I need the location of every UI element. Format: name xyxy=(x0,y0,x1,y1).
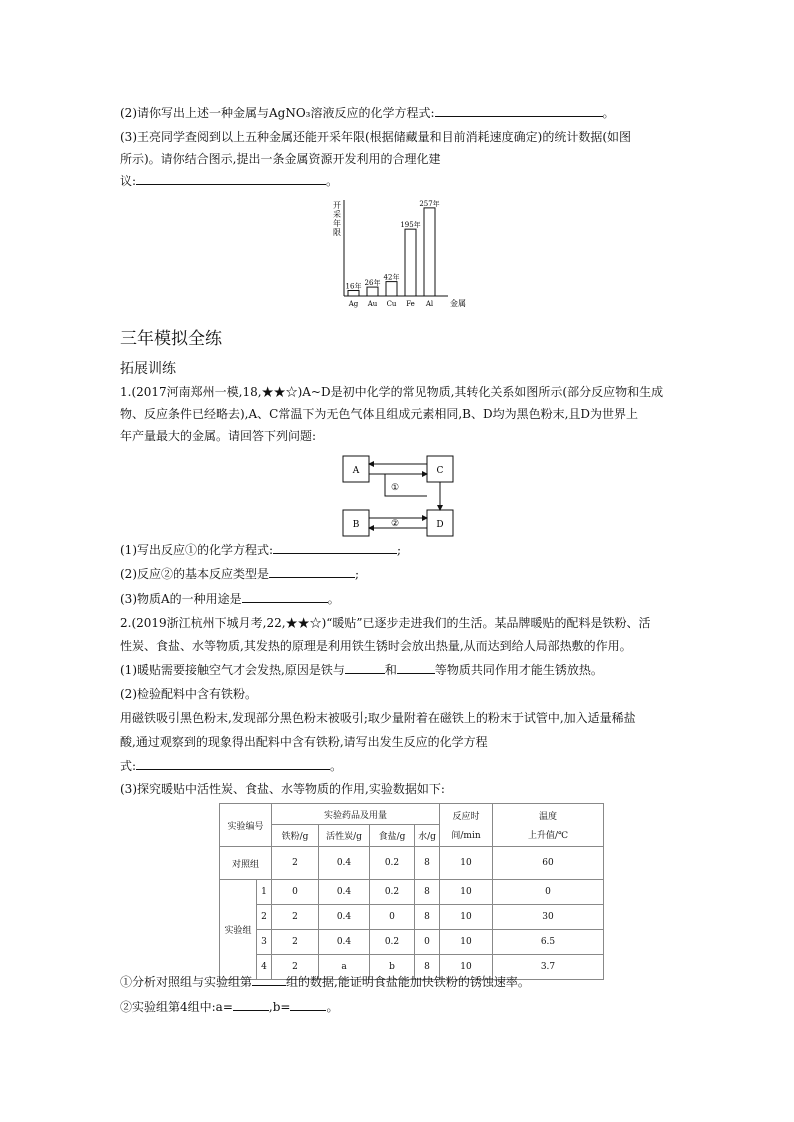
cell: 0 xyxy=(415,930,440,955)
question-text: 和 xyxy=(384,663,397,677)
question-text: 等物质共同作用才能生锈放热。 xyxy=(434,663,603,677)
cell: 0 xyxy=(493,880,604,905)
cell: 2 xyxy=(272,847,319,880)
header-carbon: 活性炭/g xyxy=(319,825,370,847)
answer-blank xyxy=(242,590,328,603)
punctuation: 。 xyxy=(326,174,339,188)
answer-blank xyxy=(345,661,385,674)
cell: 10 xyxy=(440,930,493,955)
bar-al xyxy=(424,208,435,296)
subsection-title: 拓展训练 xyxy=(120,361,176,377)
y-label-char: 开 xyxy=(333,201,341,210)
table-row xyxy=(220,880,604,905)
header-time xyxy=(440,804,493,847)
problem-1-line-2: 物、反应条件已经略去),A、C常温下为无色气体且组成元素相同,B、D均为黑色粉末,且D为世界上 xyxy=(120,407,639,421)
cell: 8 xyxy=(415,847,440,880)
conversion-diagram xyxy=(335,450,465,542)
cell: 10 xyxy=(440,847,493,880)
cell: 1 xyxy=(257,880,272,905)
answer-blank xyxy=(397,661,435,674)
cell: 0.4 xyxy=(319,847,370,880)
answer-blank xyxy=(136,757,330,770)
data-label-au: 26年 xyxy=(364,279,381,288)
bar-au xyxy=(367,287,378,296)
question-text: 组的数据,能证明食盐能加快铁粉的锈蚀速率。 xyxy=(286,975,530,989)
cell: 10 xyxy=(440,905,493,930)
cell: 0.2 xyxy=(370,847,415,880)
cell: 0.4 xyxy=(319,905,370,930)
question-3-line-1: (3)王亮同学查阅到以上五种金属还能开采年限(根据储藏量和目前消耗速度确定)的统计数据(如图 xyxy=(120,130,632,144)
cell: 60 xyxy=(493,847,604,880)
problem-1-q3 xyxy=(120,590,340,608)
y-label-char: 限 xyxy=(333,228,341,237)
cell: 10 xyxy=(440,955,493,980)
problem-2-q3-1 xyxy=(120,973,530,991)
cell: 0 xyxy=(370,905,415,930)
question-text: (1)暖贴需要接触空气才会发热,原因是铁与 xyxy=(120,663,345,677)
box-c-label: C xyxy=(436,466,444,476)
y-label-char: 年 xyxy=(333,219,341,228)
cell: 0 xyxy=(272,880,319,905)
mining-years-bar-chart xyxy=(330,192,480,310)
answer-blank xyxy=(435,104,603,117)
cell: 10 xyxy=(440,880,493,905)
question-text: (3)物质A的一种用途是 xyxy=(120,592,242,606)
problem-2-q3: (3)探究暖贴中活性炭、食盐、水等物质的作用,实验数据如下: xyxy=(120,782,445,796)
tick-label-cu: Cu xyxy=(386,300,397,308)
y-axis-label xyxy=(333,201,341,237)
tick-label-al: Al xyxy=(425,300,434,308)
table-row xyxy=(220,930,604,955)
cell: a xyxy=(319,955,370,980)
punctuation: 。 xyxy=(327,592,340,606)
problem-1-q2 xyxy=(120,565,359,583)
header-experiment-id: 实验编号 xyxy=(220,804,272,847)
question-text: ②实验组第4组中:a= xyxy=(120,1000,233,1014)
problem-2-line-1: 2.(2019浙江杭州下城月考,22,★★☆)“暖贴”已逐步走进我们的生活。某品牌暖贴的配料是铁粉、活 xyxy=(120,616,651,630)
question-2-line xyxy=(120,104,615,122)
question-3-text: 议: xyxy=(120,174,137,188)
table-row xyxy=(220,905,604,930)
question-3-line-3 xyxy=(120,172,338,190)
data-label-cu: 42年 xyxy=(383,273,400,282)
answer-blank xyxy=(252,973,286,986)
problem-2-line-2: 性炭、食盐、水等物质,其发热的原理是利用铁生锈时会放出热量,从而达到给人局部热敷的作用。 xyxy=(120,639,632,653)
problem-1-q1 xyxy=(120,541,401,559)
cell: 2 xyxy=(272,905,319,930)
punctuation: ; xyxy=(397,543,402,557)
problem-2-q3-2 xyxy=(120,998,338,1016)
group-label: 实验组 xyxy=(220,880,257,980)
question-text: (1)写出反应①的化学方程式: xyxy=(120,543,274,557)
cell: 2 xyxy=(272,955,319,980)
box-b-label: B xyxy=(352,520,360,530)
problem-1-line-3: 年产量最大的金属。请回答下列问题: xyxy=(120,429,317,443)
header-temperature xyxy=(493,804,604,847)
problem-2-q2-line-2: 酸,通过观察到的现象得出配料中含有铁粉,请写出发生反应的化学方程 xyxy=(120,735,488,749)
cell: 0.2 xyxy=(370,880,415,905)
question-2-text: (2)请你写出上述一种金属与AgNO₃溶液反应的化学方程式: xyxy=(120,106,435,120)
tick-label-au: Au xyxy=(367,300,378,308)
cell: 8 xyxy=(415,905,440,930)
box-a-label: A xyxy=(352,466,360,476)
header-time-line-1: 反应时 xyxy=(452,812,480,822)
control-label: 对照组 xyxy=(220,847,272,880)
header-reagents: 实验药品及用量 xyxy=(272,804,440,825)
header-temp-line-2: 上升值/℃ xyxy=(527,831,569,841)
cell: 8 xyxy=(415,955,440,980)
table-row xyxy=(220,847,604,880)
answer-blank xyxy=(269,565,355,578)
bar-fe xyxy=(405,229,416,296)
answer-blank xyxy=(273,541,397,554)
problem-2-q2-line-3 xyxy=(120,757,342,775)
answer-blank xyxy=(136,172,326,185)
y-label-char: 采 xyxy=(333,210,341,219)
cell: 3.7 xyxy=(493,955,604,980)
box-d-label: D xyxy=(436,520,444,530)
reaction-2-label: ② xyxy=(390,519,400,529)
cell: 30 xyxy=(493,905,604,930)
x-axis-label: 金属 xyxy=(450,299,466,308)
tick-label-ag: Ag xyxy=(348,300,359,308)
problem-2-q2: (2)检验配料中含有铁粉。 xyxy=(120,687,257,701)
cell: 4 xyxy=(257,955,272,980)
question-text: ①分析对照组与实验组第 xyxy=(120,975,253,989)
header-iron: 铁粉/g xyxy=(272,825,319,847)
punctuation: 。 xyxy=(330,759,343,773)
header-salt: 食盐/g xyxy=(370,825,415,847)
section-title: 三年模拟全练 xyxy=(120,329,222,349)
experiment-table xyxy=(219,803,604,980)
cell: b xyxy=(370,955,415,980)
question-text: ,b= xyxy=(268,1000,291,1014)
question-text: 式: xyxy=(120,759,137,773)
cell: 8 xyxy=(415,880,440,905)
data-label-fe: 195年 xyxy=(400,221,421,230)
bar-cu xyxy=(386,282,397,296)
cell: 3 xyxy=(257,930,272,955)
answer-blank xyxy=(290,998,326,1011)
cell: 0.4 xyxy=(319,930,370,955)
punctuation: 。 xyxy=(326,1000,339,1014)
question-text: (2)反应②的基本反应类型是 xyxy=(120,567,269,581)
header-water: 水/g xyxy=(415,825,440,847)
reaction-1-label: ① xyxy=(390,483,400,493)
punctuation: ; xyxy=(355,567,360,581)
answer-blank xyxy=(233,998,269,1011)
question-3-line-2: 所示)。请你结合图示,提出一条金属资源开发利用的合理化建 xyxy=(120,152,441,166)
cell: 2 xyxy=(257,905,272,930)
header-time-line-2: 间/min xyxy=(451,831,481,841)
cell: 6.5 xyxy=(493,930,604,955)
data-label-al: 257年 xyxy=(419,199,440,208)
punctuation: 。 xyxy=(602,106,615,120)
header-temp-line-1: 温度 xyxy=(538,812,557,822)
problem-2-q1 xyxy=(120,661,603,679)
cell: 2 xyxy=(272,930,319,955)
tick-label-fe: Fe xyxy=(406,300,415,308)
problem-1-line-1: 1.(2017河南郑州一模,18,★★☆)A~D是初中化学的常见物质,其转化关系如图所示(部分反应物和生成 xyxy=(120,385,664,399)
problem-2-q2-line-1: 用磁铁吸引黑色粉末,发现部分黑色粉末被吸引;取少量附着在磁铁上的粉末于试管中,加入适量稀盐 xyxy=(120,711,636,725)
cell: 0.2 xyxy=(370,930,415,955)
cell: 0.4 xyxy=(319,880,370,905)
data-label-ag: 16年 xyxy=(345,282,362,291)
bar-ag xyxy=(348,291,359,296)
